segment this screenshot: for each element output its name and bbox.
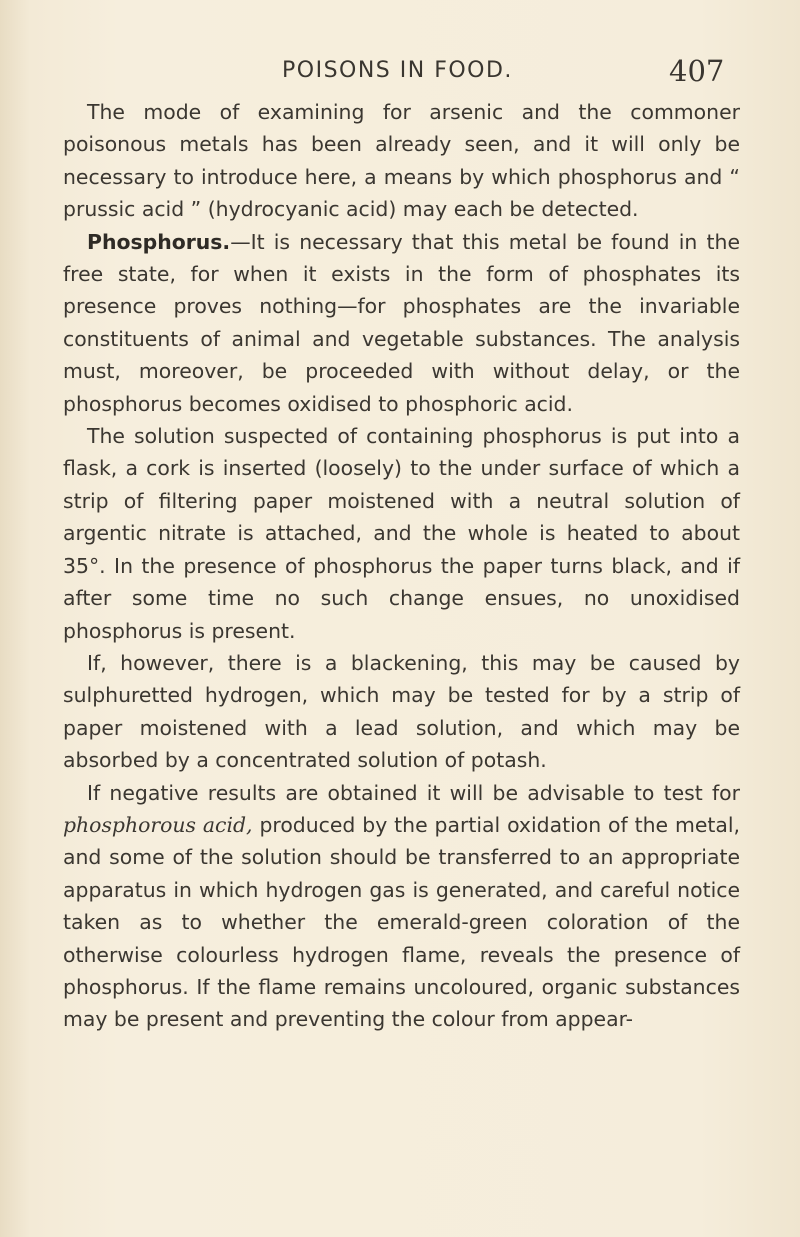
paragraph-phosphorus-text: —It is necessary that this metal be found in the free state, for when it exists in the form of phosphates its presence proves nothing—for phosphates are the invariable constituents of animal and vegetable substances. The analysis must, moreover, be proceeded with without delay, or the phosphorus becomes oxidised to phosphoric acid.	[63, 229, 740, 416]
paragraph-intro: The mode of examining for arsenic and the commoner poisonous metals has been already seen, and it will only be necessary to introduce here, a means by which phosphorus and “ prussic acid ” (hydrocyanic acid) may each be detected.	[63, 100, 740, 222]
italic-term: phosphorous acid,	[63, 812, 253, 837]
body-text	[63, 96, 740, 1036]
paragraph-text-start: If negative results are obtained it will be advisable to test for	[87, 780, 740, 805]
page-number: 407	[669, 54, 725, 88]
page-header	[0, 56, 800, 96]
running-head: POISONS IN FOOD.	[282, 58, 513, 83]
paragraph-phosphorous-acid	[63, 777, 740, 1036]
section-heading-phosphorus: Phosphorus.	[87, 229, 231, 254]
paragraph-text-end: produced by the partial oxidation of the metal, and some of the solution should be transferred to an appropriate apparatus in which hydrogen gas is generated, and careful notice taken as to whether the emerald-green coloration of the otherwise colourless hydrogen flame, reveals the presence of phosphorus. If the flame remains uncoloured, organic substances may be present and preventing the colour from appear-	[63, 812, 741, 1032]
paragraph-flask-test: The solution suspected of containing phosphorus is put into a flask, a cork is inserted (loosely) to the under surface of which a strip of filtering paper moistened with a neutral solution of argentic nitrate is attached, and the whole is heated to about 35°. In the presence of phosphorus the paper turns black, and if after some time no such change ensues, no unoxidised phosphorus is present.	[63, 424, 740, 643]
paragraph-phosphorus	[63, 226, 740, 420]
paragraph-blackening: If, however, there is a blackening, this may be caused by sulphuretted hydrogen, which may be tested for by a strip of paper moistened with a lead solution, and which may be absorbed by a concentrated solution of potash.	[63, 650, 740, 773]
